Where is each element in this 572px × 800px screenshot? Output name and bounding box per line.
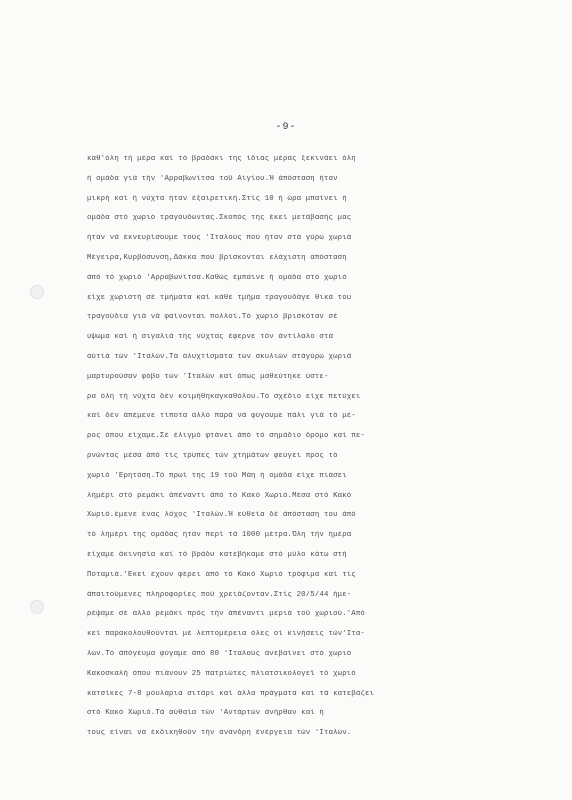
- text-line: λών.Τό άπόγευμα φύγαμε άπό 80 'Ιταλούς άνεβαίνει στό χωριό: [87, 649, 352, 658]
- text-line: ήταν νά έκνευρίσουμε τούς 'Ιταλούς πού ήταν στά γύρω χωριά: [87, 234, 352, 243]
- text-line: ρνώντας μέσα άπό τίς τρύπες τών χτημάτων φεύγει πρός τό: [87, 451, 338, 460]
- text-line: ρα όλη τή νύχτα δέν κοιμήθηκαγκαθόλου.Τό σχέδιο είχε πετύχει: [87, 392, 361, 401]
- text-line: κατσίκες 7-8 μουλάρια σιτάρι καί άλλα πράγματα καί τά κατεβάζει: [87, 689, 375, 698]
- text-line: χωριό 'Ερητόση.Τό πρωί της 19 τοϋ Μάη ή ομάδα είχε πιάσει: [87, 471, 347, 480]
- text-line: Μέγειρα,Κυρβόσυνση,Δάκκα πού βρίσκονται ελάχιστη απόσταση: [87, 253, 347, 262]
- text-line: τους είναι νά έκδικηθοϋν τήν άνανδρη ένέργεια τών 'Ιταλών.: [87, 729, 352, 738]
- text-line: καί δέν άπέμενε τίποτα άλλο παρά νά φύγουμε πάλι γιά τό μέ-: [87, 412, 356, 421]
- punch-hole: [30, 285, 44, 299]
- punch-hole: [30, 600, 44, 614]
- text-line: Κακοσκαλή όπου πιάνουν 25 πατριώτες πλιατσικολογεϊ τό χωριό: [87, 669, 356, 678]
- text-line: καθ'όλη τή μέρα καί τό βραδάκι της ίδιας μέρας ξεκινάει όλη: [87, 155, 356, 163]
- text-line: μικρή καί ή νύχτα ήταν έξαιρετική.Στίς 10 ή ώρα μπαίνει ή: [87, 194, 347, 203]
- text-line: ρέψαμε σέ άλλο ρεμάκι πρός τήν άπέναντι μεριά τοϋ χωριού.'Από: [87, 610, 365, 619]
- body-text: [87, 150, 517, 744]
- text-line: λημέρι στό ρεμάκι άπέναντι άπό τό Κακό Χωριό.Μέσα στό Κακό: [87, 491, 352, 500]
- text-line: άπαιτούμενες πληροφορίες πού χρειάζονταν.Στίς 20/5/44 ήμε-: [87, 590, 352, 599]
- text-line: ομάδα στό χωριό τραγουδώντας.Σκοπός της έκεί μετάβασής μας: [87, 214, 352, 223]
- text-line: Ποταμιά.'Εκεί έχουν φέρει άπό τό Κακό Χωριό τρόφιμα καί τίς: [87, 570, 356, 579]
- text-line: αύτιά τών 'Ιταλών.Τά άλυχτίσματα τών σκυλιών στάγύρω χωριά: [87, 352, 352, 361]
- text-line: ύψωμα καί ή σιγαλιά της νύχτας έφερνε τόν άντίλαλο στά: [87, 333, 334, 342]
- text-line: τραγούδια γιά νά φαίνονται πολλοί.Τό χωριό βρισκόταν σέ: [87, 313, 338, 322]
- text-line: είχε χωριστή σέ τμήματα καί κάθε τμήμα τραγουδάγε θικά του: [87, 293, 352, 302]
- text-line: άπό τό χωριό 'Αρραβωνίτσα.Καθώς έμπαινε ή ομάδα στό χωριό: [87, 273, 347, 282]
- text-line: Χωριό.έμενε ένας λόχος 'Ιταλών.Ή εύθεία δέ άπόσταση του άπό: [87, 511, 356, 520]
- text-line: ρος όπου είχαμε.Σέ έλιγμό φτάνει άπό τό σημάδιο δρόμο καί πε-: [87, 432, 365, 441]
- text-line: κεί παρακολουθούνται μέ λεπτομέρεια όλες οί κινήσεις τών'Ιτα-: [87, 630, 365, 639]
- page-number: -9-: [275, 122, 297, 133]
- text-line: τό λημέρι της ομάδας ήταν περί τά 1000 μέτρα.Όλη τήν ήμέρα: [87, 531, 352, 540]
- text-line: είχαμε άκινησία καί τό βράδυ κατεβήκαμε στό μύλο κάτω στή: [87, 550, 347, 559]
- text-line: στό Κακό Χωριό.Τά αύθαία τών 'Αντάρτών άνήρθαν καί ή: [87, 709, 324, 718]
- text-line: μαρτυρούσαν φόβο τών 'Ιταλών καί όπως μαθεύτηκε ύστε-: [87, 372, 329, 381]
- text-line: ή ομάδα γιά τήν 'Αρραβωνίτσα τοϋ Αίγίου.Ή άπόσταση ήταν: [87, 174, 338, 183]
